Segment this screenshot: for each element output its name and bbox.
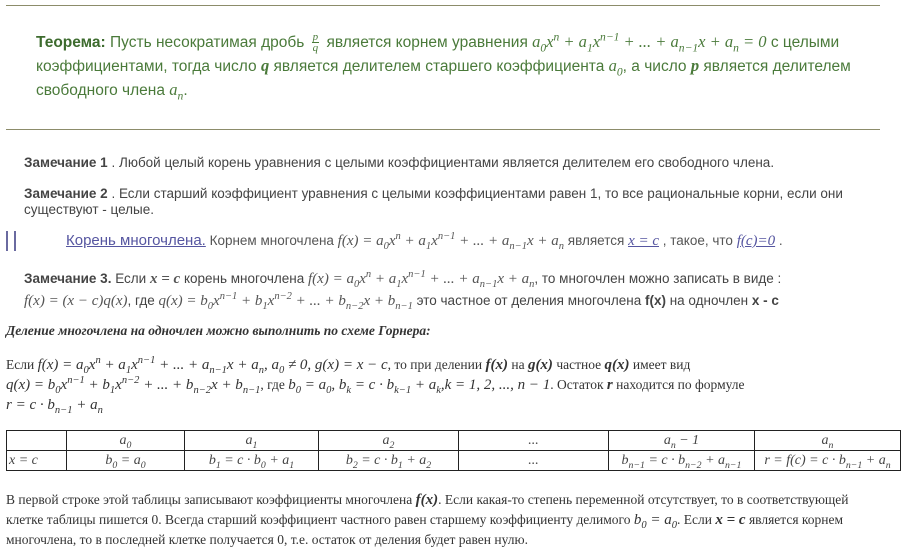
table-header-row xyxy=(7,431,901,451)
table-cell: ... xyxy=(459,431,609,451)
table-cell: x = c xyxy=(7,451,67,471)
theorem-bottom-rule xyxy=(6,129,880,130)
table-cell: $a_n - 1$ xyxy=(609,431,755,451)
top-rule xyxy=(6,5,880,6)
table-cell: $a_1$ xyxy=(185,431,319,451)
table-cell: $b_0 = a_0$ xyxy=(67,451,185,471)
x-equals-c-link[interactable]: x = c xyxy=(628,233,659,249)
table-cell: $a_n$ xyxy=(755,431,901,451)
horner-description: Если $f(x) = a_0x^n + a_1x^{n-1}$ + ... + $a_{n-1}x + a_n$, $a_0 \ne 0$, g(x) = x − c, то при делении f(x) на g(x) частное q(x) имеет вид $q(x) = b_0x^{n-1} + b_1x^{n-2}$ + ... + $b_{n-2}x + b_{n-1}$, где $b_0 = a_0$, $b_k = c \cdot b_{k-1} + a_k,k = 1$, 2, ..., n − 1. Остаток r находится по формуле $r = c \cdot b_{n-1} + a_n$ xyxy=(6,355,745,416)
horner-table xyxy=(6,430,901,471)
equation-theorem: $a_0x^n + a_1x^{n-1}$ + ... + $a_{n-1}x + a_n = 0$ xyxy=(532,31,767,55)
f-c-zero-link[interactable]: f(c)=0 xyxy=(736,233,776,249)
remainder-formula: $r = c \cdot b_{n-1} + a_n$ xyxy=(6,397,103,416)
closing-paragraph: В первой строке этой таблицы записывают коэффициенты многочлена f(x). Если какая-то степень переменной отсутствует, то в соответствующей клетке таблицы пишется 0. Всегда старший коэффициент частного равен старшему коэффициенту делимого $b_0 = a_0$. Если x = c является корнем многочлена, то в последней клетке получается 0, т.е. остаток от деления будет равен нулю. xyxy=(6,492,849,547)
theorem-block: Теорема: Пусть несократимая дробь $\frac{p}{q}$ является корнем уравнения $a_0x^n + a_1x^{n-1}$ + ... + $a_{n-1}x + a_n = 0$ с целыми коэффициентами, тогда число q является делителем старшего коэффициента $a_0$, а число p является делителем свободного члена $a_n$. xyxy=(36,31,851,103)
table-cell: $b_1 = c \cdot b_0 + a_1$ xyxy=(185,451,319,471)
table-cell: $a_2$ xyxy=(319,431,459,451)
table-cell: $a_0$ xyxy=(67,431,185,451)
table-cell xyxy=(7,431,67,451)
theorem-text: Пусть несократимая дробь xyxy=(105,34,309,51)
table-cell: $b_{n-1} = c \cdot b_{n-2} + a_{n-1}$ xyxy=(609,451,755,471)
table-row xyxy=(7,451,901,471)
table-cell: ... xyxy=(459,451,609,471)
polynomial-root-link[interactable]: Корень многочлена. xyxy=(66,232,206,249)
quote-bar xyxy=(6,231,16,251)
remark-1: Замечание 1 . Любой целый корень уравнения с целыми коэффициентами является делителем его свободного члена. xyxy=(24,155,775,170)
table-cell: $b_2 = c \cdot b_1 + a_2$ xyxy=(319,451,459,471)
horner-heading: Деление многочлена на одночлен можно выполнить по схеме Горнера: xyxy=(6,323,431,338)
fraction-p-q: $\frac{p}{q}$ xyxy=(312,31,319,55)
remark-2: Замечание 2 . Если старший коэффициент уравнения с целыми коэффициентами равен 1, то все рациональные корни, если они существуют - целые. xyxy=(24,186,843,217)
table-cell: $r = f(c) = c \cdot b_{n-1} + a_n$ xyxy=(755,451,901,471)
factor-formula: f(x) = (x − c)q(x) xyxy=(24,293,128,309)
definition-root: Корень многочлена. Корнем многочлена $f(x) = a_0x^n + a_1x^{n-1}$ + ... + $a_{n-1}x + a_n$ является x = c , такое, что f(c)=0 . xyxy=(6,231,876,251)
remark-3: Замечание 3. Если x = c корень многочлена $f(x) = a_0x^n + a_1x^{n-1}$ + ... + $a_{n-1}x + a_n$, то многочлен можно записать в виде : f(x) = (x − c)q(x), где $q(x) = b_0x^{n-1} + b_1x^{n-2}$ + ... + $b_{n-2}x + b_{n-1}$ это частное от деления многочлена f(x) на одночлен x - c xyxy=(24,269,782,312)
theorem-label: Теорема: xyxy=(36,34,106,51)
